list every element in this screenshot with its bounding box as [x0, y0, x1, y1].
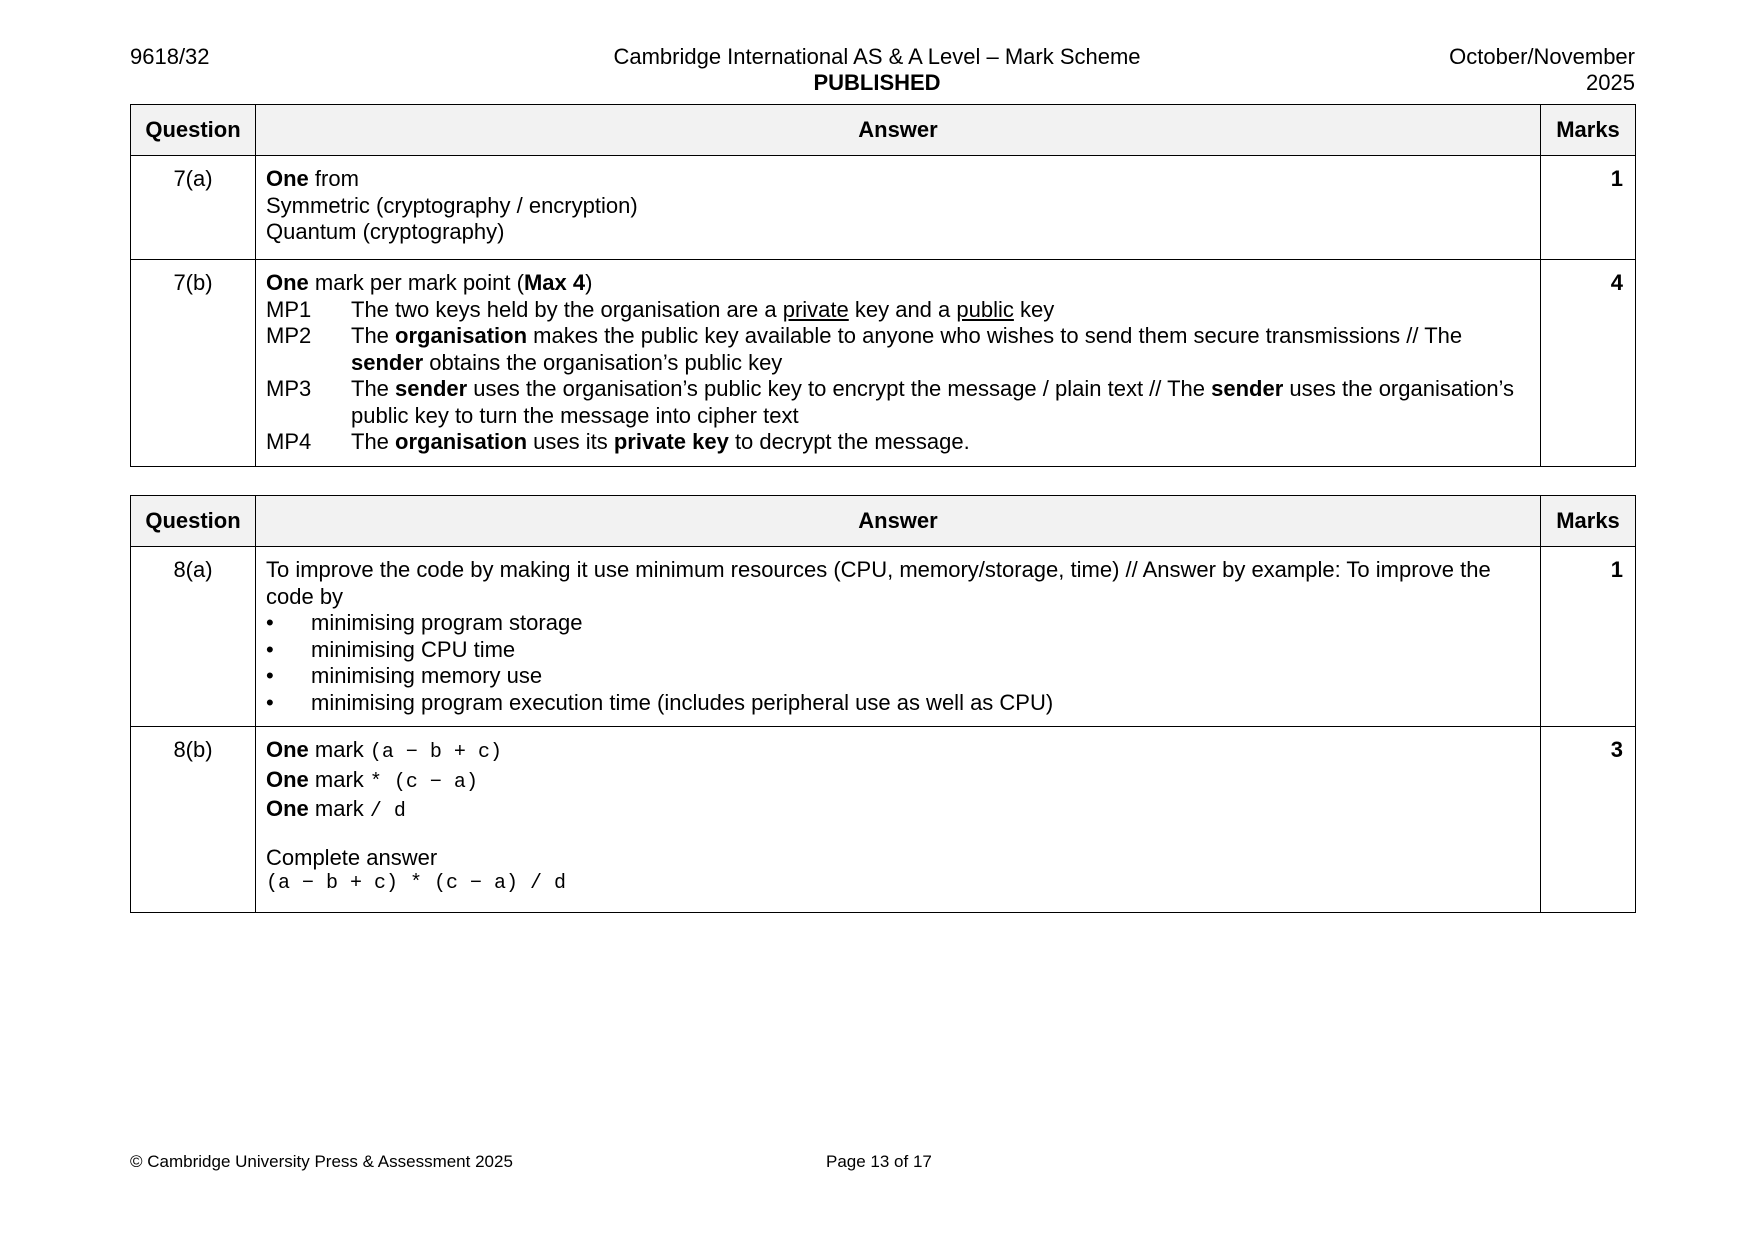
complete-answer-code: (a − b + c) * (c − a) / d [266, 872, 567, 895]
marks-value: 3 [1541, 727, 1636, 913]
underlined-term: public [956, 296, 1014, 322]
title-text: Cambridge International AS & A Level – Mark Scheme [613, 44, 1141, 69]
marks-value: 1 [1541, 156, 1636, 260]
text: obtains the organisation’s public key [423, 349, 783, 375]
code-fragment: (a − b + c) [369, 741, 502, 764]
text: key and a [848, 296, 957, 322]
answer-intro [266, 166, 1530, 193]
answer-intro [266, 270, 1530, 297]
answer-cell [256, 727, 1541, 913]
column-header-question: Question [131, 105, 256, 156]
table-header-row [131, 105, 1636, 156]
spacer [266, 826, 1530, 845]
text: uses the organisation’s public key to encrypt the message / plain text // The [467, 376, 1212, 401]
emphasis: Max 4 [523, 270, 586, 295]
mark-point-text [351, 297, 1530, 324]
text: mark [308, 766, 370, 792]
mark-point-code: MP1 [266, 296, 312, 322]
emphasis: One [266, 166, 309, 191]
table-row [131, 260, 1636, 467]
mark-line [266, 737, 1530, 767]
list-item-text: minimising program execution time (includes peripheral use as well as CPU) [311, 689, 1054, 715]
answer-text: from [308, 166, 359, 191]
mark-point-2 [266, 323, 1530, 376]
emphasis: sender [1211, 376, 1284, 401]
list-item [266, 690, 1530, 717]
list-item [266, 637, 1530, 664]
table-row [131, 727, 1636, 913]
mark-point-text [351, 429, 1530, 456]
mark-point-code: MP3 [266, 376, 312, 401]
marks-value: 4 [1541, 260, 1636, 467]
mark-line [266, 796, 1530, 826]
table-row [131, 156, 1636, 260]
list-item [266, 663, 1530, 690]
question-number: 7(b) [131, 260, 256, 467]
answer-line: Quantum (cryptography) [266, 219, 505, 244]
emphasis: organisation [395, 323, 528, 348]
text: uses its [527, 429, 614, 454]
column-header-answer: Answer [256, 496, 1541, 547]
list-item-text: minimising CPU time [311, 636, 516, 662]
emphasis: sender [351, 349, 424, 375]
exam-session [1449, 44, 1635, 96]
bullet-icon: • [266, 663, 274, 688]
text: mark [308, 737, 370, 762]
mark-point-1 [266, 297, 1530, 324]
mark-point-3 [266, 376, 1530, 429]
column-header-question: Question [131, 496, 256, 547]
mark-scheme-table-q7 [130, 104, 1636, 467]
answer-line: Symmetric (cryptography / encryption) [266, 192, 638, 218]
question-number: 8(a) [131, 547, 256, 727]
text: makes the public key available to anyone who wishes to send them secure transmissions // The [527, 323, 1463, 348]
mark-scheme-table-q8 [130, 495, 1636, 913]
emphasis: One [266, 766, 309, 792]
bullet-icon: • [266, 689, 274, 715]
marks-value: 1 [1541, 547, 1636, 727]
mark-line [266, 767, 1530, 797]
session-months: October/November [1449, 44, 1635, 69]
list-item [266, 610, 1530, 637]
answer-text: mark per mark point ( [308, 270, 524, 295]
complete-answer-label: Complete answer [266, 844, 438, 870]
list-item-text: minimising memory use [311, 663, 543, 688]
table-header-row [131, 496, 1636, 547]
emphasis: sender [395, 376, 468, 401]
table-row [131, 547, 1636, 727]
bullet-list [266, 610, 1530, 716]
column-header-answer: Answer [256, 105, 1541, 156]
mark-point-text [351, 376, 1530, 429]
emphasis: organisation [395, 429, 528, 454]
emphasis: One [266, 796, 309, 821]
text: uses the organisation’s public key to turn the message into cipher text [351, 376, 1515, 428]
text: The [351, 323, 396, 348]
paper-code: 9618/32 [130, 44, 210, 69]
text: The [351, 429, 396, 454]
list-item-text: minimising program storage [311, 610, 583, 635]
code-fragment: / d [369, 800, 406, 823]
mark-point-code: MP2 [266, 323, 312, 348]
mark-point-text [351, 323, 1530, 376]
text: The two keys held by the organisation are a [351, 296, 783, 322]
copyright-notice: © Cambridge University Press & Assessment 2025 [130, 1152, 513, 1171]
text: to decrypt the message. [728, 429, 970, 454]
question-number: 8(b) [131, 727, 256, 913]
code-fragment: * (c − a) [369, 770, 478, 794]
text: key [1013, 296, 1055, 322]
text: mark [308, 796, 370, 821]
question-number: 7(a) [131, 156, 256, 260]
mark-point-4 [266, 429, 1530, 456]
emphasis: private key [613, 429, 729, 454]
column-header-marks: Marks [1541, 496, 1636, 547]
page-number: Page 13 of 17 [826, 1152, 932, 1171]
text: The [351, 376, 396, 401]
bullet-icon: • [266, 636, 274, 662]
status-label: PUBLISHED [813, 70, 941, 95]
underlined-term: private [782, 296, 849, 322]
answer-cell [256, 156, 1541, 260]
answer-intro: To improve the code by making it use minimum resources (CPU, memory/storage, time) // Answer by example: To improve the code by [266, 557, 1491, 609]
session-year: 2025 [1586, 70, 1635, 95]
column-header-marks: Marks [1541, 105, 1636, 156]
answer-text: ) [585, 270, 593, 295]
emphasis: One [266, 737, 309, 762]
mark-point-code: MP4 [266, 429, 312, 454]
answer-cell [256, 547, 1541, 727]
answer-cell [256, 260, 1541, 467]
bullet-icon: • [266, 610, 274, 635]
emphasis: One [266, 270, 309, 295]
